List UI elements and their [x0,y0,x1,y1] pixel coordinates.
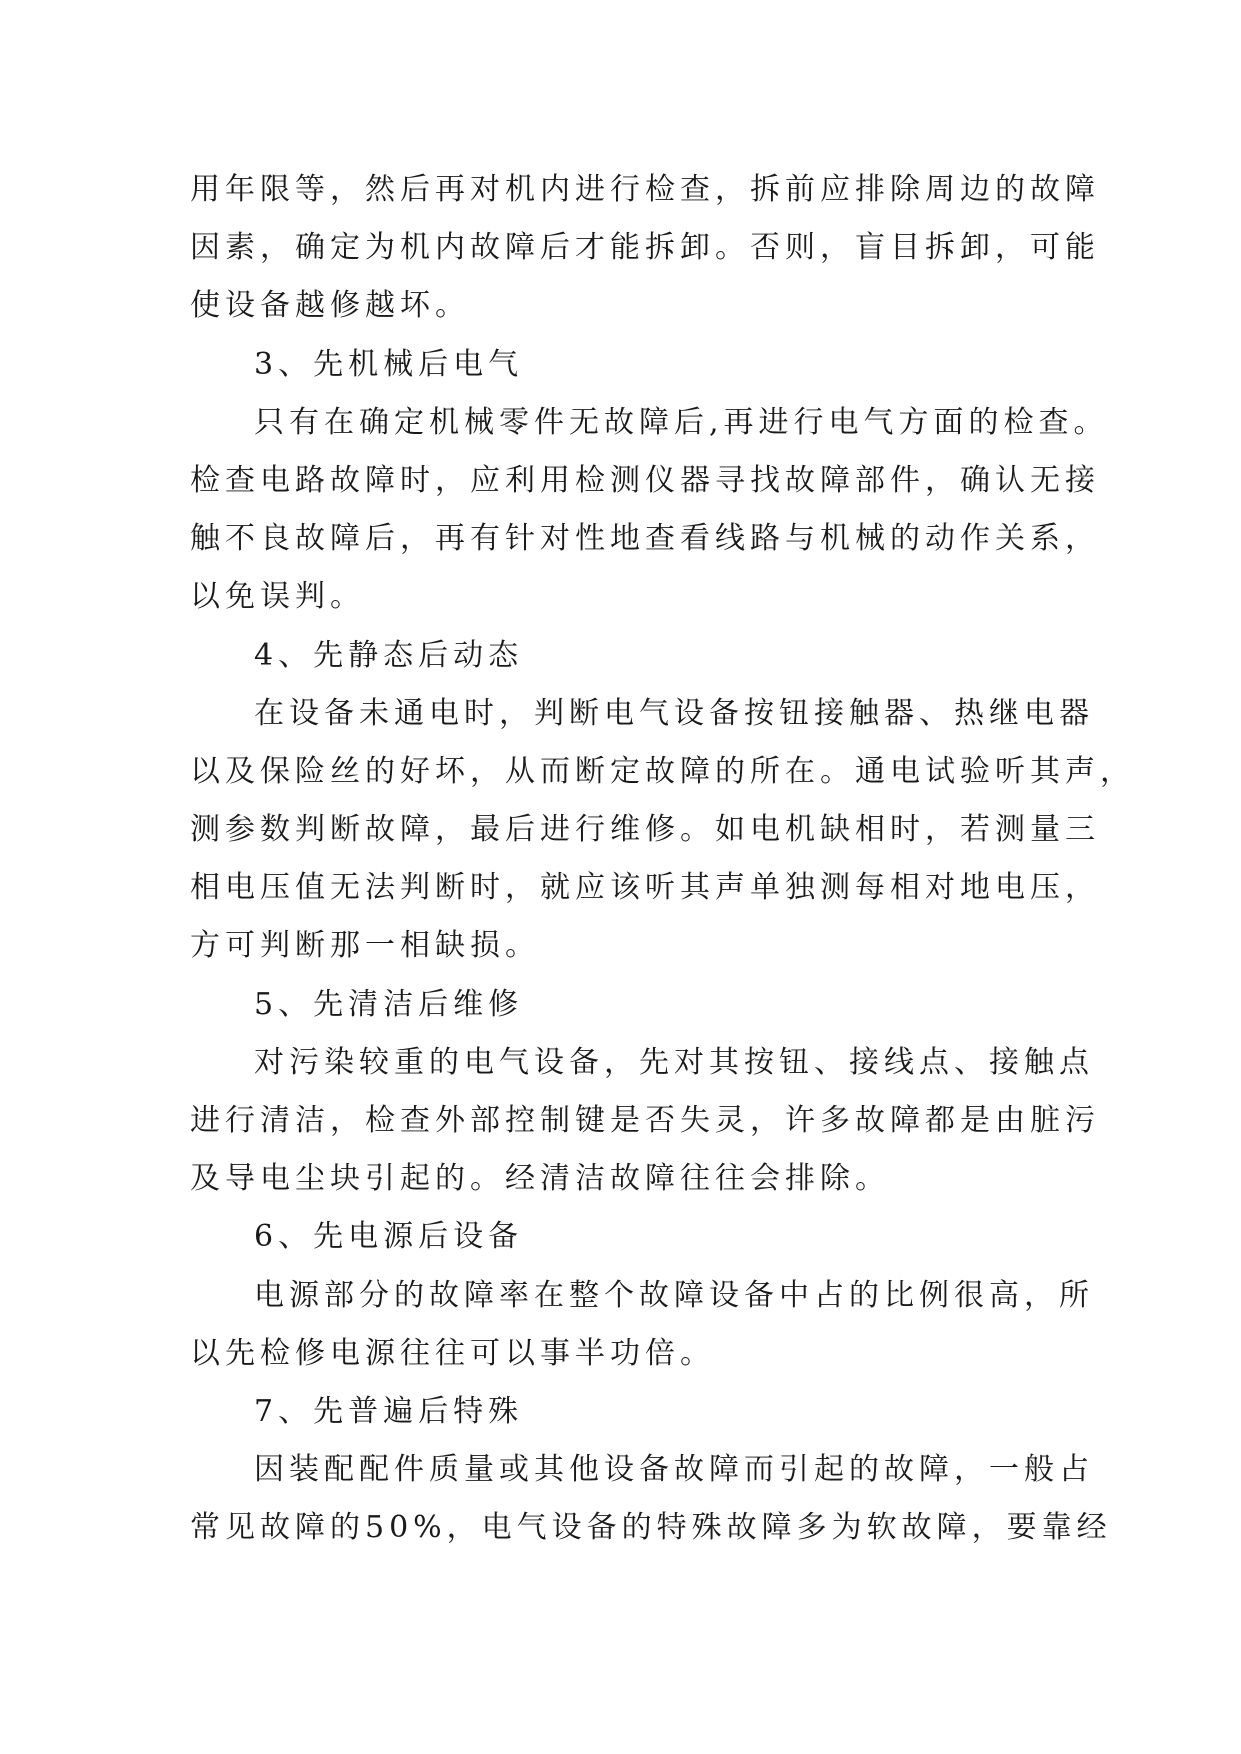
text-line: 因素，确定为机内故障后才能拆卸。否则，盲目拆卸，可能 [190,230,1100,266]
section-heading: 7、先普遍后特殊 [254,1393,524,1429]
text-line: 电源部分的故障率在整个故障设备中占的比例很高，所 [254,1277,1094,1313]
section-heading: 5、先清洁后维修 [254,986,524,1022]
text-line: 检查电路故障时，应利用检测仪器寻找故障部件，确认无接 [190,462,1100,498]
text-line: 因装配配件质量或其他设备故障而引起的故障，一般占 [254,1452,1094,1488]
text-line: 触不良故障后，再有针对性地查看线路与机械的动作关系， [190,521,1100,557]
text-line: 对污染较重的电气设备，先对其按钮、接线点、接触点 [254,1044,1094,1080]
text-line: 方可判断那一相缺损。 [190,928,540,964]
document-body [190,161,1135,1558]
text-line: 测参数判断故障，最后进行维修。如电机缺相时，若测量三 [190,812,1100,848]
section-heading: 4、先静态后动态 [254,637,524,673]
text-line: 以免误判。 [190,579,365,615]
text-line: 以先检修电源往往可以事半功倍。 [190,1335,715,1371]
text-line: 只有在确定机械零件无故障后,再进行电气方面的检查。 [254,404,1109,440]
section-heading: 3、先机械后电气 [254,346,524,382]
section-heading: 6、先电源后设备 [254,1219,524,1255]
text-line: 相电压值无法判断时，就应该听其声单独测每相对地电压， [190,870,1100,906]
text-line: 及导电尘块引起的。经清洁故障往往会排除。 [190,1161,890,1197]
text-line: 在设备未通电时，判断电气设备按钮接触器、热继电器 [254,695,1094,731]
text-line: 使设备越修越坏。 [190,288,470,324]
text-line: 以及保险丝的好坏，从而断定故障的所在。通电试验听其声， [190,753,1135,789]
text-line: 进行清洁，检查外部控制键是否失灵，许多故障都是由脏污 [190,1103,1100,1138]
text-line: 常见故障的50%，电气设备的特殊故障多为软故障，要靠经 [190,1510,1112,1546]
text-line: 用年限等，然后再对机内进行检查，拆前应排除周边的故障 [190,172,1100,207]
